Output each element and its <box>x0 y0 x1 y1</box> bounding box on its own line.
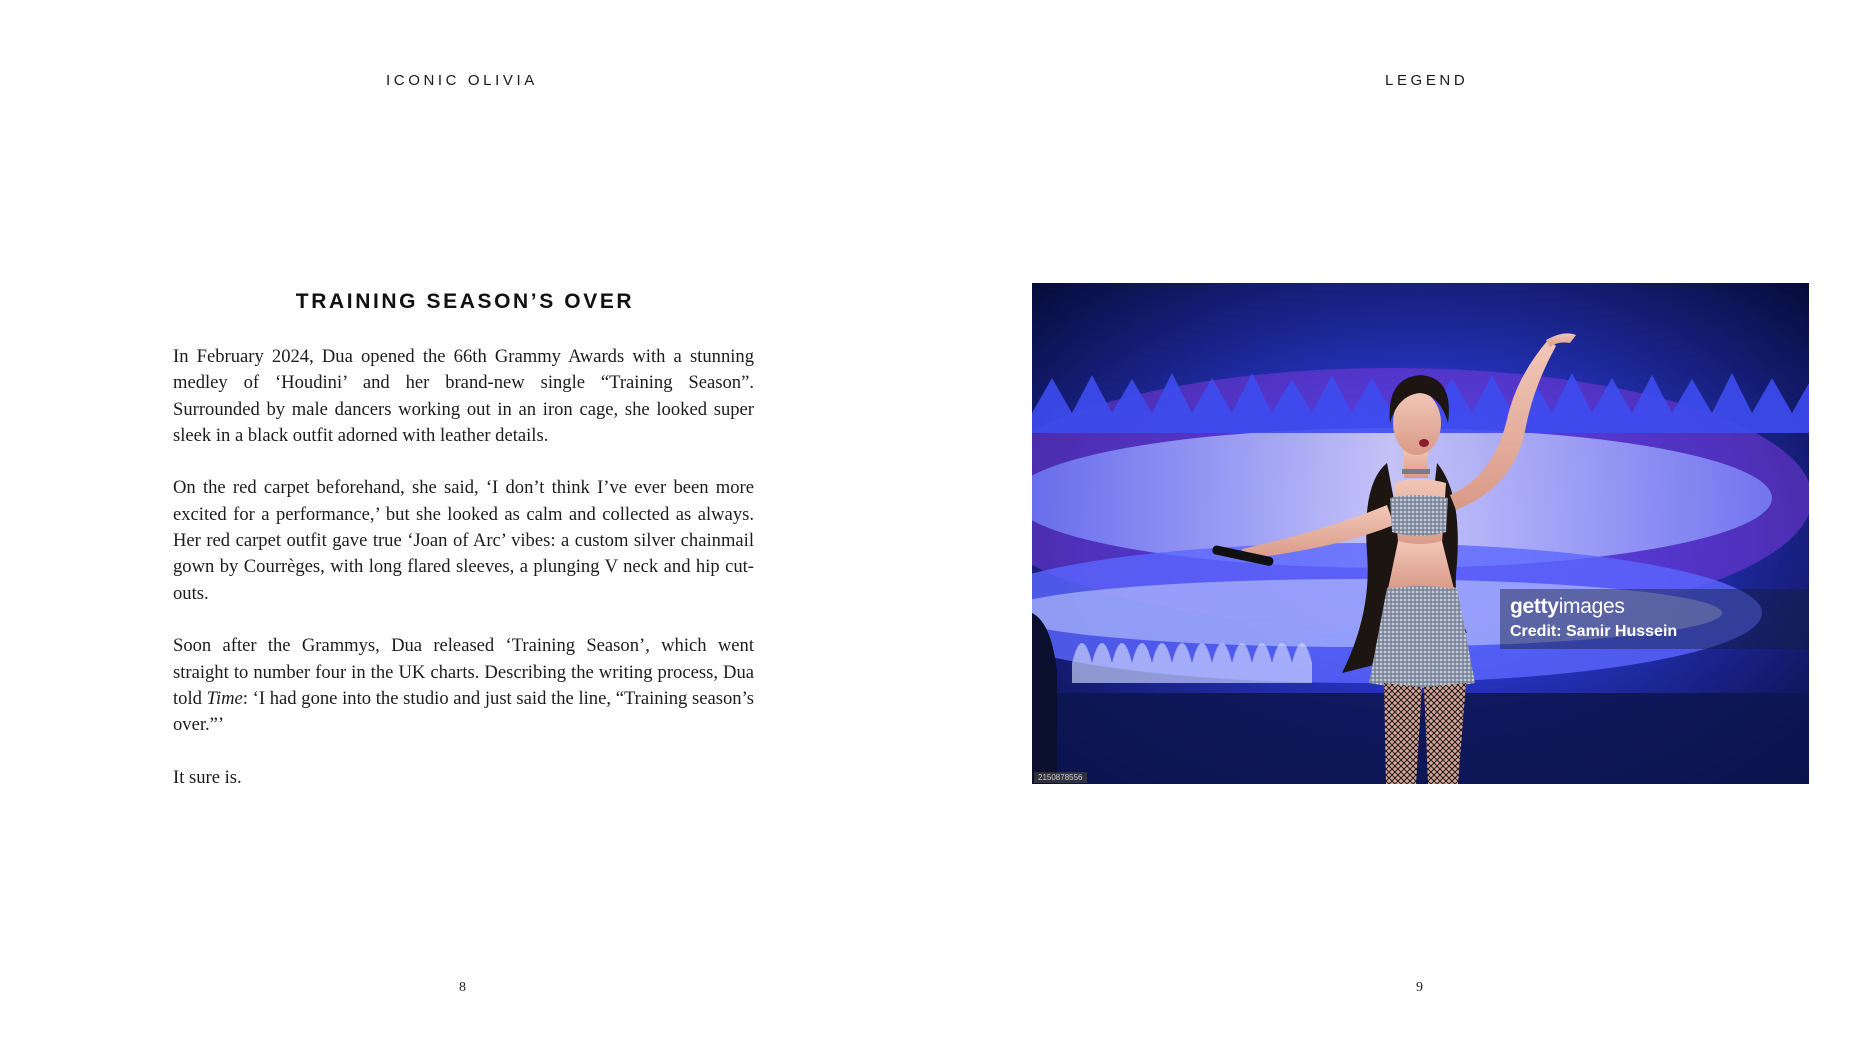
body-text <box>173 344 754 817</box>
page-number-left: 8 <box>459 980 466 995</box>
left-page <box>0 0 935 1061</box>
photo-credit: Credit: Samir Hussein <box>1510 623 1678 640</box>
running-head-right: LEGEND <box>1385 72 1469 89</box>
paragraph-2: On the red carpet beforehand, she said, ‘I don’t think I’ve ever been more excited for a performance,’ but she looked as calm and collected as always. Her red carpet outfit gave true ‘Joan of Arc’ vibes: a custom silver chainmail gown by Courrèges, with long flared sleeves, a plunging V neck and hip cut-outs. <box>173 477 754 604</box>
performance-photo <box>1032 283 1809 784</box>
right-page <box>936 0 1871 1061</box>
getty-watermark <box>1500 589 1809 649</box>
closing-line: It sure is. <box>173 766 242 788</box>
getty-logo: gettyimages <box>1510 595 1625 618</box>
paragraph-3-text-a: Soon after the Grammys, Dua released ‘Training Season’, which went straight to number four in the UK charts. Describing the writing process, Dua told <box>173 635 754 709</box>
page-number-right: 9 <box>1416 980 1423 995</box>
image-id-label: 2150878556 <box>1034 772 1087 783</box>
chapter-heading: TRAINING SEASON’S OVER <box>295 290 635 313</box>
stage-scene-illustration <box>1032 283 1809 784</box>
paragraph-3 <box>173 633 754 738</box>
publication-title: Time <box>206 687 243 709</box>
running-head-left: ICONIC OLIVIA <box>386 72 538 89</box>
paragraph-3-text-b: : ‘I had gone into the studio and just said the line, “Training season’s over.”’ <box>173 687 754 736</box>
paragraph-1: In February 2024, Dua opened the 66th Grammy Awards with a stunning medley of ‘Houdini’ and her brand-new single “Training Season”. Surrounded by male dancers working out in an iron cage, she looked super sleek in a black outfit adorned with leather details. <box>173 346 754 446</box>
